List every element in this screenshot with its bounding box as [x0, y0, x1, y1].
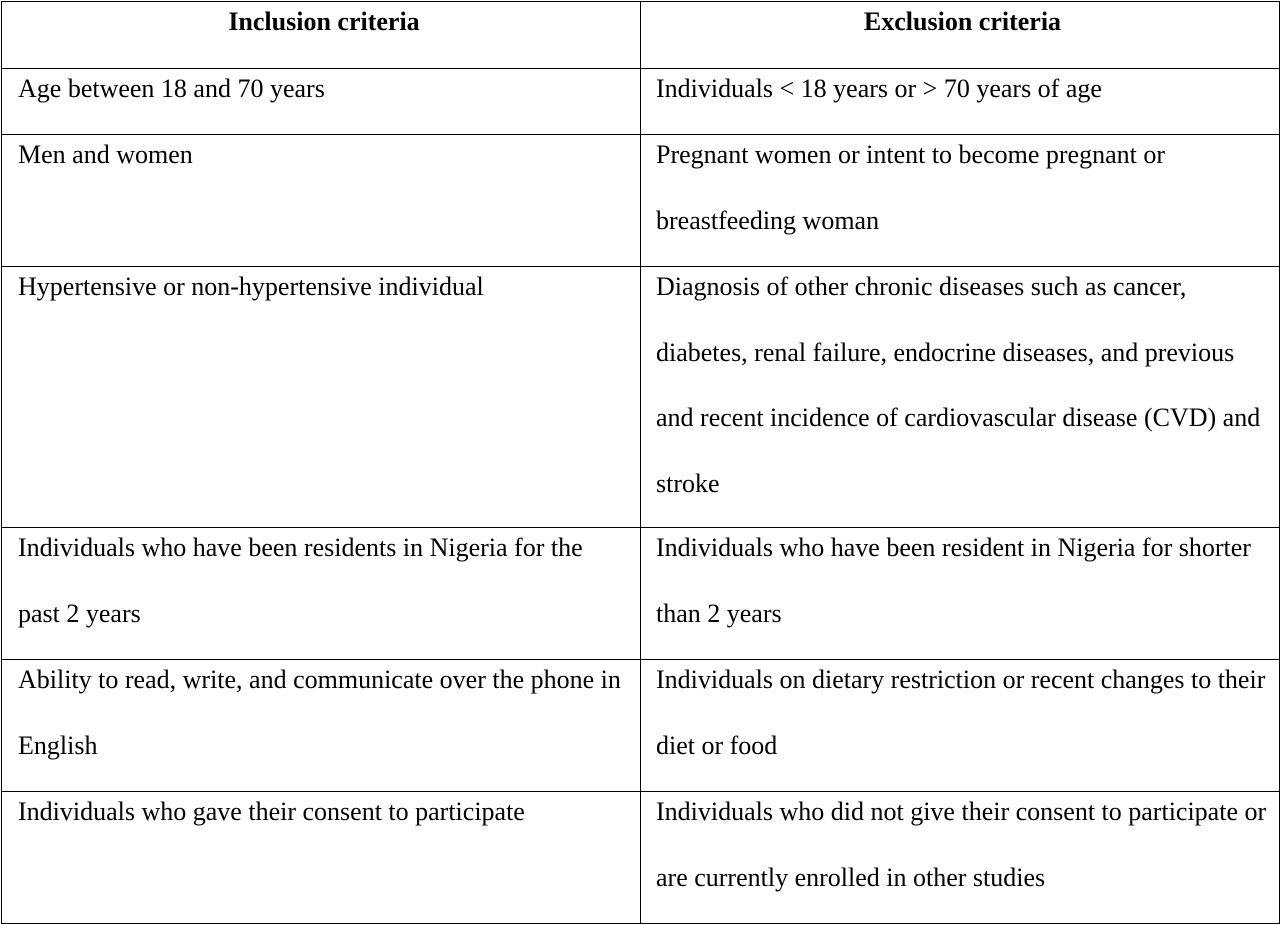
exclusion-header: Exclusion criteria	[641, 2, 1280, 69]
exclusion-cell	[641, 660, 1280, 792]
table-row	[2, 660, 1280, 792]
cell-text: Pregnant women or intent to become pregnant or breastfeeding woman	[656, 140, 1166, 235]
exclusion-cell	[641, 135, 1280, 267]
cell-text: Individuals who have been residents in Nigeria for the past 2 years	[18, 533, 583, 628]
inclusion-cell	[2, 660, 641, 792]
table-row	[2, 792, 1280, 924]
cell-text: Individuals who did not give their consent to participate or are currently enrolled in other studies	[656, 797, 1267, 892]
cell-text: Individuals < 18 years or > 70 years of age	[656, 74, 1102, 103]
inclusion-header: Inclusion criteria	[2, 2, 641, 69]
cell-text: Men and women	[18, 140, 193, 169]
inclusion-cell	[2, 792, 641, 924]
exclusion-cell	[641, 267, 1280, 528]
cell-text: Individuals who have been resident in Nigeria for shorter than 2 years	[656, 533, 1251, 628]
cell-text: Age between 18 and 70 years	[18, 74, 325, 103]
exclusion-cell	[641, 792, 1280, 924]
inclusion-cell	[2, 135, 641, 267]
inclusion-cell	[2, 528, 641, 660]
exclusion-cell	[641, 528, 1280, 660]
cell-text: Ability to read, write, and communicate over the phone in English	[18, 665, 621, 760]
cell-text: Hypertensive or non-hypertensive individual	[18, 272, 484, 301]
criteria-table	[1, 1, 1280, 924]
table-row	[2, 135, 1280, 267]
inclusion-cell	[2, 267, 641, 528]
cell-text: Diagnosis of other chronic diseases such as cancer, diabetes, renal failure, endocrine diseases, and previous and recent incidence of cardiovascular disease (CVD) and stroke	[656, 272, 1261, 498]
table-row	[2, 528, 1280, 660]
cell-text: Individuals who gave their consent to participate	[18, 797, 525, 826]
table-row	[2, 267, 1280, 528]
cell-text: Individuals on dietary restriction or recent changes to their diet or food	[656, 665, 1266, 760]
